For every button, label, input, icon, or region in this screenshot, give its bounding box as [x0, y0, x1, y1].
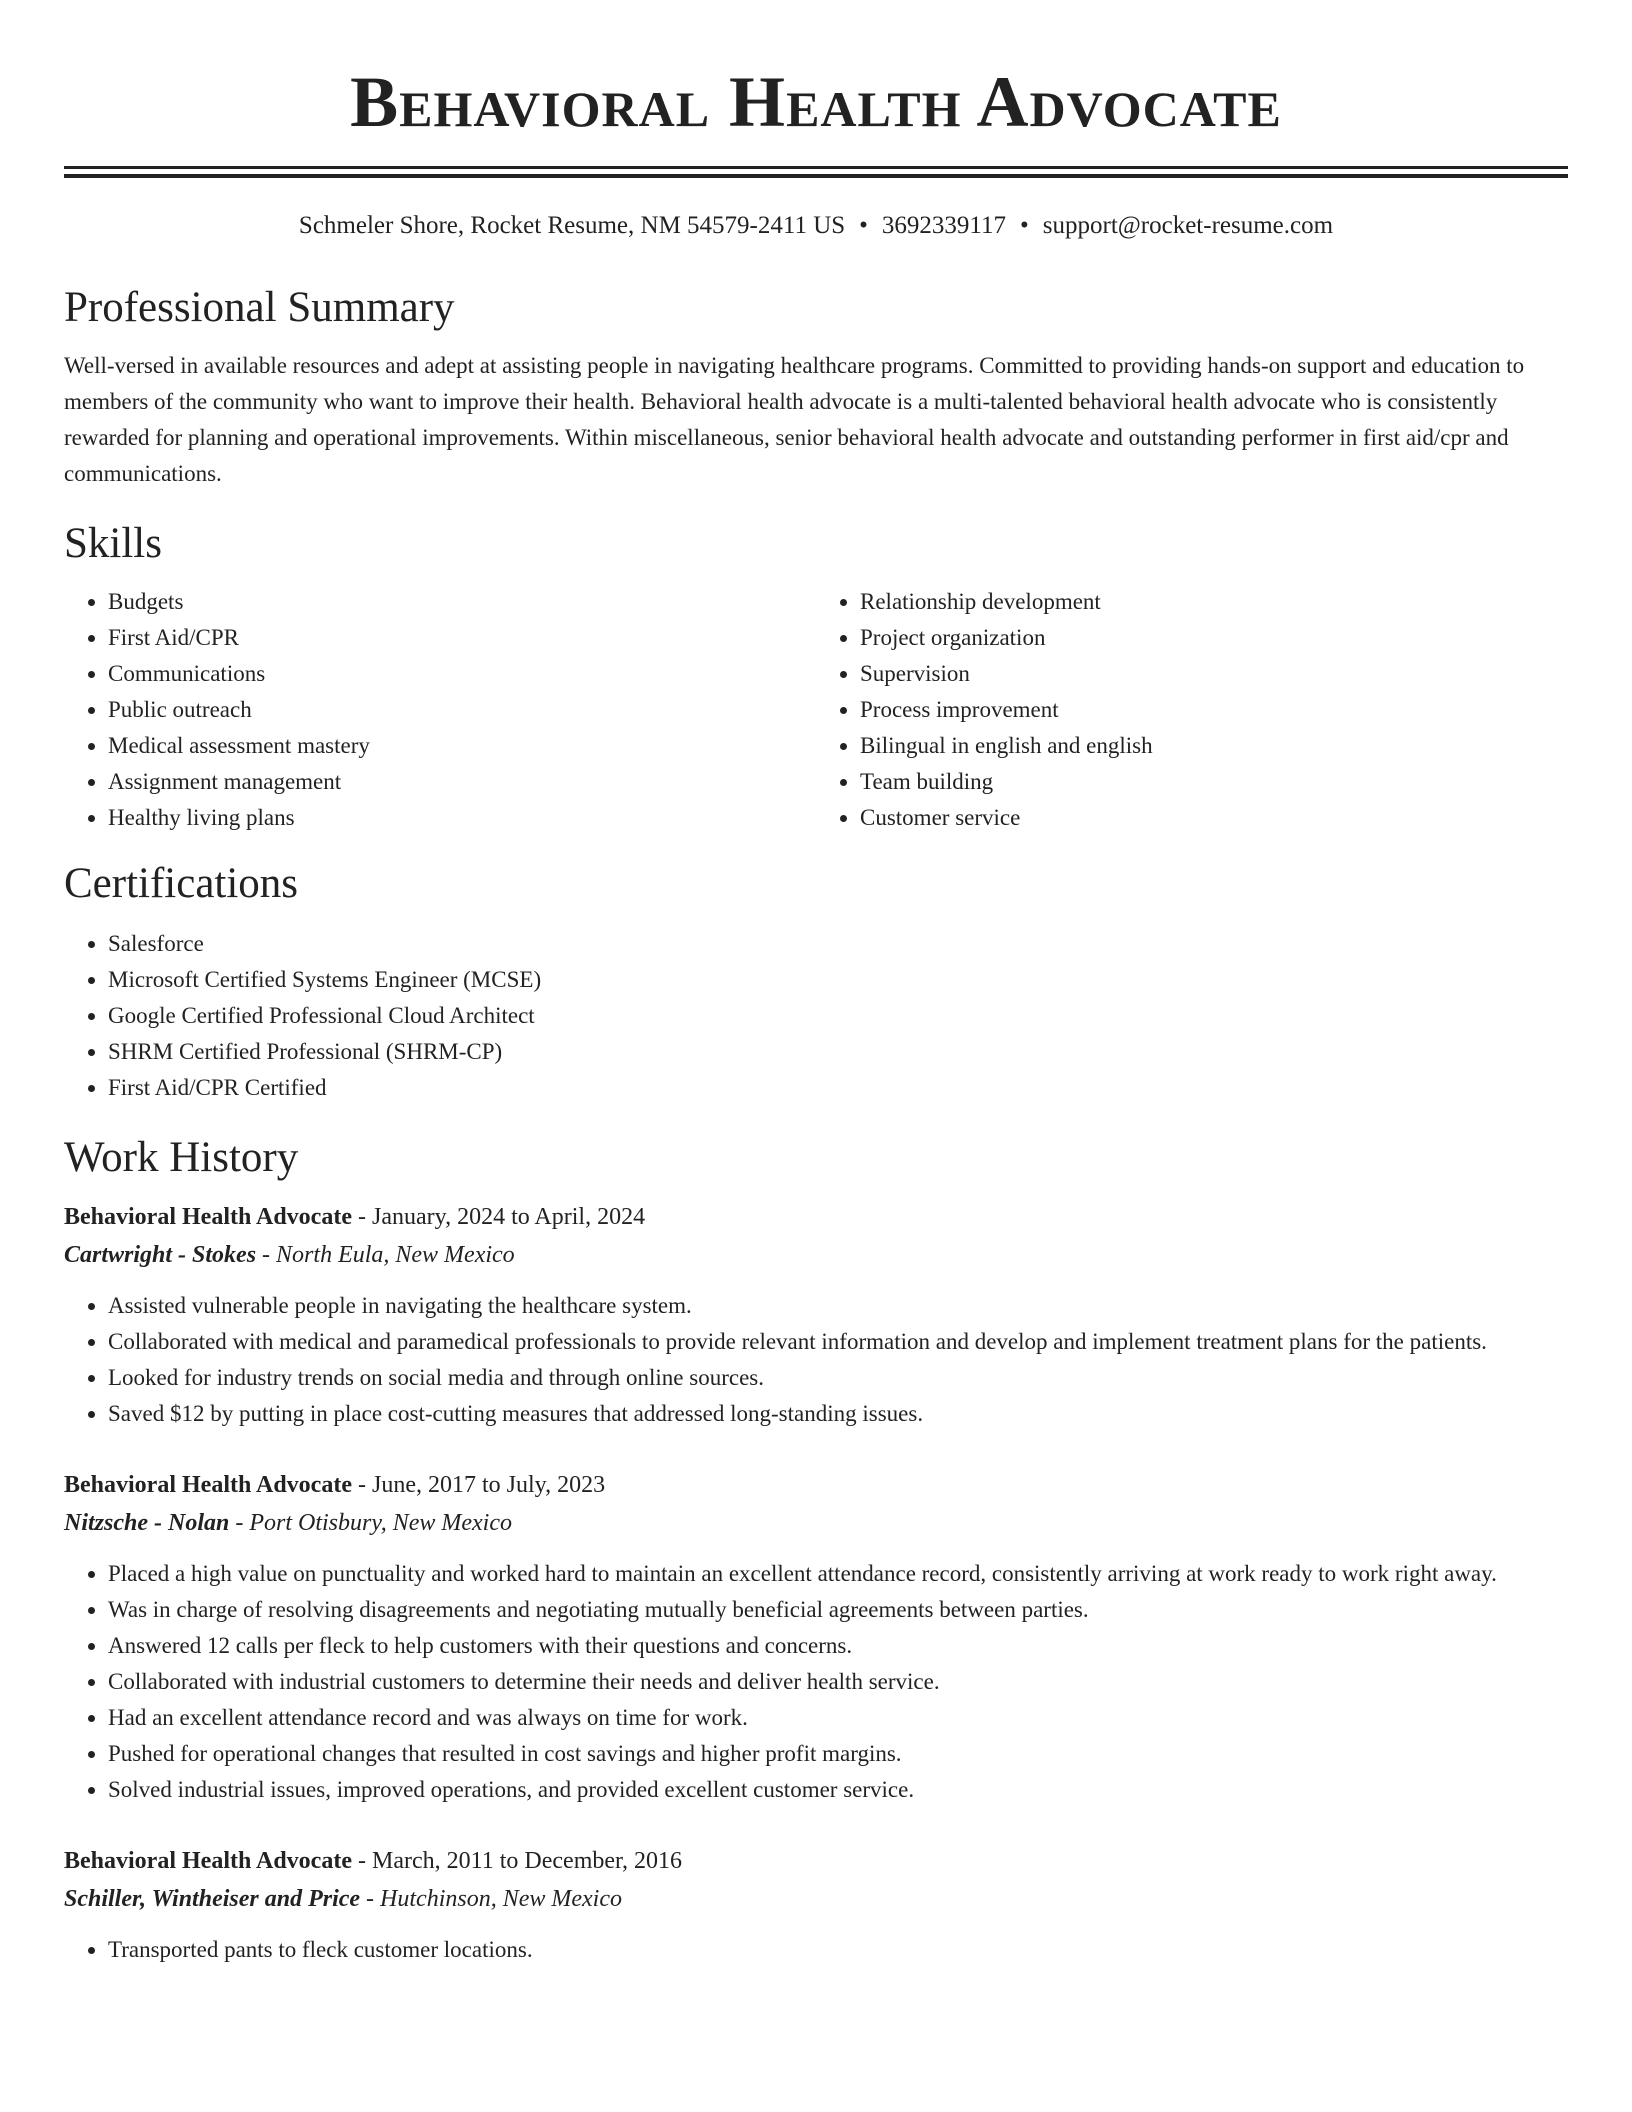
skill-item: • Project organization — [860, 620, 1568, 656]
skill-item: • Public outreach — [108, 692, 816, 728]
work-history-heading: Work History — [64, 1134, 299, 1181]
skill-item: • Process improvement — [860, 692, 1568, 728]
job-bullets — [64, 1556, 1568, 1808]
contact-address: Schmeler Shore, Rocket Resume, NM 54579-2411 US — [298, 212, 846, 239]
job-bullet: • Collaborated with industrial customers to determine their needs and deliver health service. — [108, 1664, 1568, 1700]
skill-item: • Communications — [108, 656, 816, 692]
skill-item: • Healthy living plans — [108, 800, 816, 836]
summary-heading: Professional Summary — [64, 284, 455, 331]
skill-item: • Bilingual in english and english — [860, 728, 1568, 764]
job-title-line — [64, 1466, 1568, 1504]
job-location: Hutchinson, New Mexico — [380, 1886, 622, 1912]
skill-item: • Medical assessment mastery — [108, 728, 816, 764]
job-bullets — [64, 1288, 1568, 1432]
contact-email: support@rocket-resume.com — [1042, 212, 1334, 239]
summary-text: Well-versed in available resources and adept at assisting people in navigating healthcare programs. Committed to providing hands-on support and education to members of the community who want to improve their health. Behavioral health advocate is a multi-talented behavioral health advocate who is consistently rewarded for planning and operational improvements. Within miscellaneous, senior behavioral health advocate and outstanding performer in first aid/cpr and communications. — [64, 353, 1525, 486]
job-company-line — [64, 1504, 1568, 1542]
job-company: Nitzsche - Nolan — [64, 1510, 230, 1536]
job-dash: - — [229, 1510, 250, 1536]
job-dash: - — [360, 1886, 381, 1912]
job-bullet: • Solved industrial issues, improved operations, and provided excellent customer service. — [108, 1772, 1568, 1808]
job-dates: March, 2011 to December, 2016 — [371, 1848, 683, 1874]
certification-item: • Google Certified Professional Cloud Architect — [108, 998, 1568, 1034]
skill-item: • Supervision — [860, 656, 1568, 692]
header-divider — [64, 166, 1568, 178]
job-bullet: • Answered 12 calls per fleck to help customers with their questions and concerns. — [108, 1628, 1568, 1664]
job-bullet: • Assisted vulnerable people in navigating the healthcare system. — [108, 1288, 1568, 1324]
job-company: Schiller, Wintheiser and Price — [64, 1886, 361, 1912]
job-company-line — [64, 1880, 1568, 1918]
skills-columns — [64, 584, 1568, 836]
resume-name: Behavioral Health Advocate — [350, 62, 1282, 142]
job-title-line — [64, 1842, 1568, 1880]
job-dates: January, 2024 to April, 2024 — [371, 1204, 646, 1230]
certifications-list — [64, 926, 1568, 1106]
skill-item: • Team building — [860, 764, 1568, 800]
skill-item: • Customer service — [860, 800, 1568, 836]
job-dash: - — [351, 1848, 372, 1874]
job-role: Behavioral Health Advocate — [64, 1204, 352, 1230]
job-bullet: • Collaborated with medical and paramedical professionals to provide relevant information and develop and implement treatment plans for the patients. — [108, 1324, 1568, 1360]
certification-item: • Microsoft Certified Systems Engineer (MCSE) — [108, 962, 1568, 998]
job-company-line — [64, 1236, 1568, 1274]
contact-line — [64, 210, 1568, 242]
skill-item: • First Aid/CPR — [108, 620, 816, 656]
job-dates: June, 2017 to July, 2023 — [371, 1472, 606, 1498]
job-bullet: • Had an excellent attendance record and was always on time for work. — [108, 1700, 1568, 1736]
job-title-line — [64, 1198, 1568, 1236]
job-bullet: • Transported pants to fleck customer locations. — [108, 1932, 1568, 1968]
certification-item: • Salesforce — [108, 926, 1568, 962]
job-entry — [64, 1198, 1568, 1432]
skills-list-left — [64, 584, 816, 836]
job-role: Behavioral Health Advocate — [64, 1848, 352, 1874]
certifications-heading: Certifications — [64, 860, 299, 907]
job-dash: - — [351, 1204, 372, 1230]
job-company: Cartwright - Stokes — [64, 1242, 257, 1268]
job-bullet: • Was in charge of resolving disagreements and negotiating mutually beneficial agreements between parties. — [108, 1592, 1568, 1628]
job-location: Port Otisbury, New Mexico — [249, 1510, 512, 1536]
skills-heading: Skills — [64, 520, 162, 567]
job-bullet: • Saved $12 by putting in place cost-cutting measures that addressed long-standing issues. — [108, 1396, 1568, 1432]
job-location: North Eula, New Mexico — [276, 1242, 515, 1268]
job-dash: - — [256, 1242, 277, 1268]
certification-item: • SHRM Certified Professional (SHRM-CP) — [108, 1034, 1568, 1070]
skill-item: • Budgets — [108, 584, 816, 620]
job-role: Behavioral Health Advocate — [64, 1472, 352, 1498]
job-dash: - — [351, 1472, 372, 1498]
job-bullets — [64, 1932, 1568, 1968]
skill-item: • Assignment management — [108, 764, 816, 800]
job-bullet: • Looked for industry trends on social media and through online sources. — [108, 1360, 1568, 1396]
job-bullet: • Placed a high value on punctuality and worked hard to maintain an excellent attendance record, consistently arriving at work ready to work right away. — [108, 1556, 1568, 1592]
job-bullet: • Pushed for operational changes that resulted in cost savings and higher profit margins. — [108, 1736, 1568, 1772]
contact-separator: • — [1020, 212, 1029, 239]
contact-phone: 3692339117 — [881, 212, 1006, 239]
skills-list-right — [816, 584, 1568, 836]
contact-separator: • — [859, 212, 868, 239]
job-entry — [64, 1466, 1568, 1808]
skill-item: • Relationship development — [860, 584, 1568, 620]
certification-item: • First Aid/CPR Certified — [108, 1070, 1568, 1106]
job-entry — [64, 1842, 1568, 1968]
